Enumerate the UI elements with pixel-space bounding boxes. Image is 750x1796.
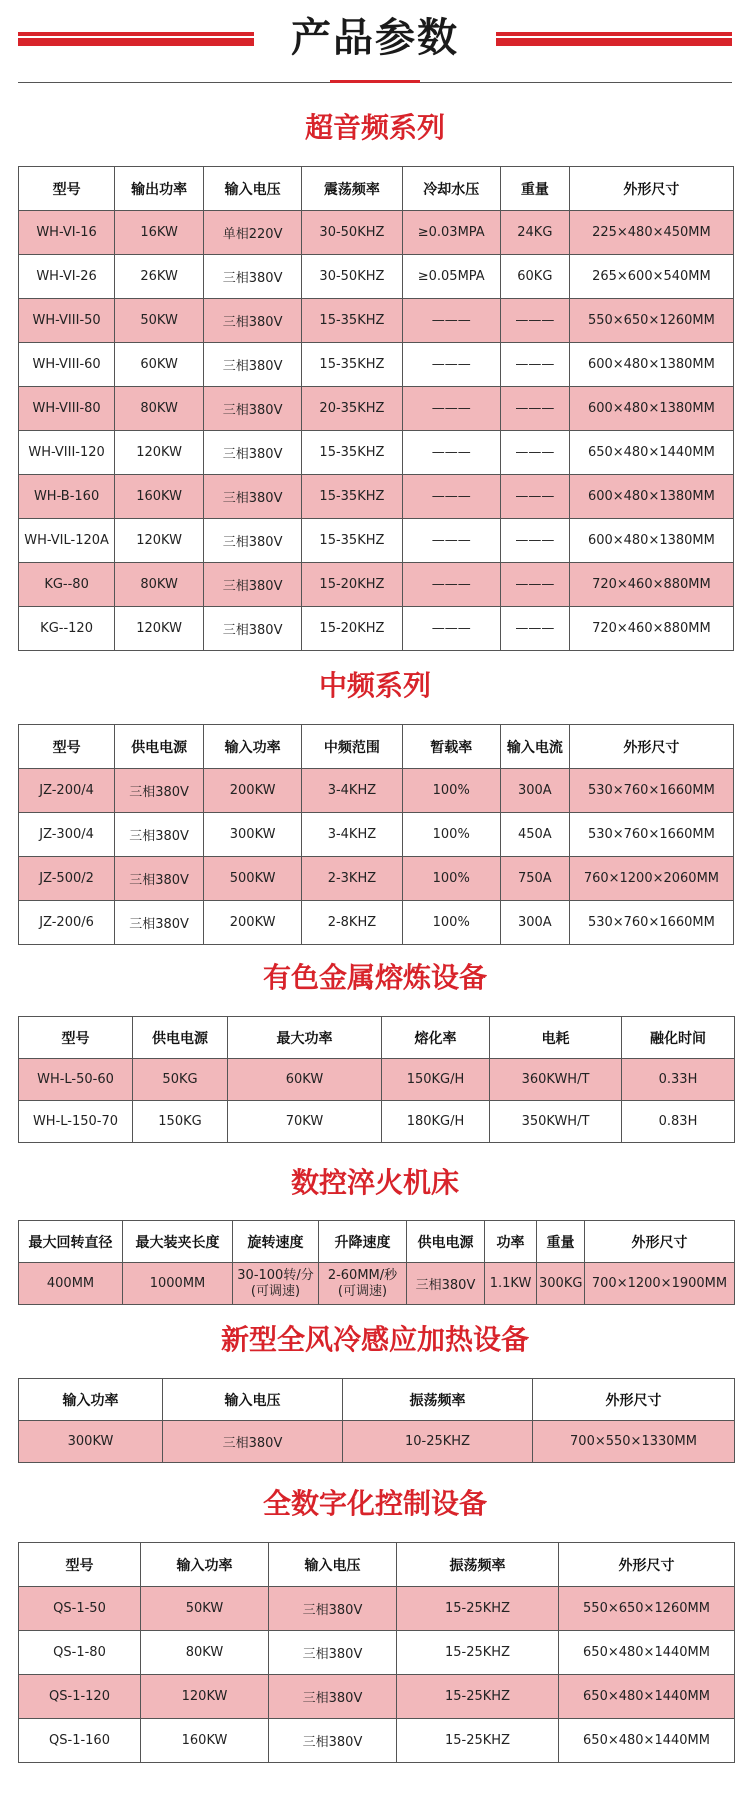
table-row [19,387,734,431]
table-cell: ——— [402,299,500,343]
column-header: 型号 [19,1017,133,1059]
table-cell: 265×600×540MM [569,255,733,299]
table-cell: 550×650×1260MM [569,299,733,343]
table-cell: ≥0.05MPA [402,255,500,299]
table-cell: ——— [500,563,569,607]
table-cell: 2-60MM/秒 (可调速) [319,1263,407,1305]
table-cell: 360KWH/T [490,1059,622,1101]
table-cell: 三相380V [115,857,204,901]
table-cell: 3-4KHZ [302,769,402,813]
table-row [19,1719,735,1763]
table-cell: JZ-200/6 [19,901,115,945]
table-cell: 26KW [115,255,204,299]
column-header: 供电电源 [407,1221,485,1263]
table-cell: 720×460×880MM [569,563,733,607]
column-header: 最大功率 [228,1017,382,1059]
page-title: 产品参数 [291,15,459,61]
table-row [19,901,734,945]
table-cell: WH-VIII-80 [19,387,115,431]
table-cell: ——— [500,343,569,387]
table-cell: 10-25KHZ [343,1421,533,1463]
section-title-digital-control: 全数字化控制设备 [262,1487,487,1520]
table-cell: ——— [402,431,500,475]
table-cell: ——— [500,607,569,651]
column-header: 输入电压 [163,1379,343,1421]
column-header: 熔化率 [382,1017,490,1059]
section-title-ultrasonic: 超音频系列 [304,111,445,144]
table-cell: 150KG/H [382,1059,490,1101]
table-cell: 600×480×1380MM [569,475,733,519]
table-row [19,1421,735,1463]
table-cell: 三相380V [115,901,204,945]
table-row [19,255,734,299]
table-cell: 700×550×1330MM [533,1421,735,1463]
table-cell: 650×480×1440MM [559,1631,735,1675]
table-cell: 15-35KHZ [302,343,402,387]
table-cell: 100% [402,857,500,901]
table-cell: 三相380V [269,1719,397,1763]
table-cell: WH-L-50-60 [19,1059,133,1101]
table-cell: JZ-200/4 [19,769,115,813]
table-cell: QS-1-160 [19,1719,141,1763]
table-row [19,1587,735,1631]
table-cell: 三相380V [115,813,204,857]
table-cell: 15-25KHZ [397,1719,559,1763]
table-cell: WH-L-150-70 [19,1101,133,1143]
table-cell: 200KW [204,901,302,945]
table-cell: 50KW [115,299,204,343]
table-cell: 400MM [19,1263,123,1305]
table-cell: 60KW [228,1059,382,1101]
column-header: 冷却水压 [402,167,500,211]
column-header: 电耗 [490,1017,622,1059]
table-cell: 760×1200×2060MM [569,857,733,901]
table-cell: 三相380V [204,343,302,387]
table-cell: 0.33H [622,1059,735,1101]
table-header-row [19,1017,735,1059]
table-cell: ——— [500,431,569,475]
column-header: 旋转速度 [233,1221,319,1263]
column-header: 外形尺寸 [585,1221,735,1263]
table-cell: 三相380V [204,431,302,475]
column-header: 中频范围 [302,725,402,769]
column-header: 升降速度 [319,1221,407,1263]
table-cell: 三相380V [204,255,302,299]
section-title-mid-frequency: 中频系列 [318,669,431,702]
table-cell: 225×480×450MM [569,211,733,255]
table-cell: 650×480×1440MM [559,1719,735,1763]
column-header: 重量 [500,167,569,211]
table-cell: 180KG/H [382,1101,490,1143]
table-row [19,607,734,651]
column-header: 型号 [19,725,115,769]
column-header: 供电电源 [115,725,204,769]
table-cell: 16KW [115,211,204,255]
table-row [19,299,734,343]
column-header: 输出功率 [115,167,204,211]
table-header-row [19,1221,735,1263]
air-cooled-induction-spec-table [18,1378,735,1463]
table-cell: 1000MM [123,1263,233,1305]
table-cell: 15-35KHZ [302,299,402,343]
table-row [19,211,734,255]
table-cell: 120KW [141,1675,269,1719]
section-title-air-cooled-induction: 新型全风冷感应加热设备 [220,1323,529,1356]
section-title-nonferrous-melting: 有色金属熔炼设备 [262,961,487,994]
table-cell: 720×460×880MM [569,607,733,651]
table-header-row [19,167,734,211]
table-cell: WH-VI-16 [19,211,115,255]
table-cell: 三相380V [204,519,302,563]
column-header: 输入功率 [141,1543,269,1587]
table-cell: 160KW [141,1719,269,1763]
table-cell: QS-1-80 [19,1631,141,1675]
table-cell: ≥0.03MPA [402,211,500,255]
table-header-row [19,1379,735,1421]
table-header-row [19,1543,735,1587]
table-row [19,475,734,519]
table-cell: WH-B-160 [19,475,115,519]
table-cell: JZ-500/2 [19,857,115,901]
column-header: 重量 [537,1221,585,1263]
table-cell: ——— [402,607,500,651]
table-cell: 三相380V [407,1263,485,1305]
table-cell: 300A [500,901,569,945]
table-row [19,1263,735,1305]
table-cell: ——— [500,299,569,343]
table-cell: 20-35KHZ [302,387,402,431]
table-cell: WH-VI-26 [19,255,115,299]
table-cell: KG--120 [19,607,115,651]
table-cell: 300A [500,769,569,813]
table-cell: 15-20KHZ [302,607,402,651]
digital-control-spec-table [18,1542,735,1763]
table-row [19,431,734,475]
table-cell: 120KW [115,431,204,475]
table-cell: 30-50KHZ [302,211,402,255]
section-title-cnc-quenching: 数控淬火机床 [290,1166,459,1199]
table-cell: 15-25KHZ [397,1587,559,1631]
column-header: 外形尺寸 [569,725,733,769]
table-cell: WH-VIL-120A [19,519,115,563]
table-cell: ——— [402,387,500,431]
header-divider-accent [330,80,420,83]
column-header: 型号 [19,1543,141,1587]
table-cell: KG--80 [19,563,115,607]
table-cell: 15-35KHZ [302,519,402,563]
table-cell: ——— [500,387,569,431]
table-cell: 三相380V [163,1421,343,1463]
table-cell: 三相380V [269,1587,397,1631]
table-cell: 70KW [228,1101,382,1143]
table-cell: 三相380V [269,1675,397,1719]
table-cell: 750A [500,857,569,901]
table-cell: 100% [402,769,500,813]
ultrasonic-spec-table [18,166,734,651]
table-cell: 15-25KHZ [397,1675,559,1719]
table-row [19,769,734,813]
table-cell: 80KW [141,1631,269,1675]
table-cell: 2-3KHZ [302,857,402,901]
header-right-bar [496,32,732,46]
table-cell: 3-4KHZ [302,813,402,857]
nonferrous-melting-spec-table [18,1016,735,1143]
header-left-bar [18,32,254,46]
table-cell: 650×480×1440MM [559,1675,735,1719]
table-cell: 350KWH/T [490,1101,622,1143]
table-cell: 530×760×1660MM [569,813,733,857]
mid-frequency-spec-table [18,724,734,945]
table-cell: 600×480×1380MM [569,387,733,431]
table-cell: 1.1KW [485,1263,537,1305]
column-header: 外形尺寸 [533,1379,735,1421]
table-row [19,519,734,563]
table-cell: 550×650×1260MM [559,1587,735,1631]
table-row [19,343,734,387]
cnc-quenching-spec-table [18,1220,735,1305]
table-cell: 三相380V [204,475,302,519]
table-row [19,1675,735,1719]
table-cell: 500KW [204,857,302,901]
page-header [0,0,750,86]
table-cell: 300KW [204,813,302,857]
table-row [19,813,734,857]
table-cell: 600×480×1380MM [569,519,733,563]
table-cell: 700×1200×1900MM [585,1263,735,1305]
column-header: 型号 [19,167,115,211]
table-cell: ——— [402,519,500,563]
column-header: 震荡频率 [302,167,402,211]
column-header: 输入功率 [204,725,302,769]
column-header: 融化时间 [622,1017,735,1059]
table-cell: ——— [402,343,500,387]
column-header: 输入电流 [500,725,569,769]
table-cell: 600×480×1380MM [569,343,733,387]
column-header: 振荡频率 [397,1543,559,1587]
table-cell: WH-VIII-50 [19,299,115,343]
column-header: 外形尺寸 [559,1543,735,1587]
table-row [19,857,734,901]
table-cell: 60KW [115,343,204,387]
table-cell: 15-25KHZ [397,1631,559,1675]
table-cell: 三相380V [204,387,302,431]
table-cell: 三相380V [269,1631,397,1675]
column-header: 振荡频率 [343,1379,533,1421]
table-cell: WH-VIII-120 [19,431,115,475]
table-cell: 单相220V [204,211,302,255]
column-header: 供电电源 [133,1017,228,1059]
table-header-row [19,725,734,769]
table-cell: JZ-300/4 [19,813,115,857]
table-cell: 三相380V [204,563,302,607]
table-cell: 530×760×1660MM [569,769,733,813]
table-cell: 60KG [500,255,569,299]
table-row [19,1101,735,1143]
table-row [19,1059,735,1101]
column-header: 输入功率 [19,1379,163,1421]
table-cell: ——— [500,475,569,519]
column-header: 最大装夹长度 [123,1221,233,1263]
table-cell: 80KW [115,387,204,431]
table-row [19,563,734,607]
table-cell: 三相380V [204,607,302,651]
table-cell: 15-20KHZ [302,563,402,607]
table-cell: QS-1-120 [19,1675,141,1719]
table-cell: 160KW [115,475,204,519]
table-cell: 15-35KHZ [302,431,402,475]
table-cell: 0.83H [622,1101,735,1143]
table-cell: 80KW [115,563,204,607]
table-cell: 15-35KHZ [302,475,402,519]
table-cell: ——— [402,563,500,607]
table-cell: 450A [500,813,569,857]
column-header: 输入电压 [269,1543,397,1587]
table-cell: 24KG [500,211,569,255]
table-cell: 100% [402,901,500,945]
table-cell: 三相380V [115,769,204,813]
table-cell: 150KG [133,1101,228,1143]
table-cell: 530×760×1660MM [569,901,733,945]
table-cell: 100% [402,813,500,857]
table-cell: 120KW [115,519,204,563]
column-header: 功率 [485,1221,537,1263]
table-cell: 200KW [204,769,302,813]
table-cell: 三相380V [204,299,302,343]
table-cell: 30-50KHZ [302,255,402,299]
table-cell: 120KW [115,607,204,651]
table-row [19,1631,735,1675]
table-cell: 50KW [141,1587,269,1631]
table-cell: ——— [402,475,500,519]
table-cell: WH-VIII-60 [19,343,115,387]
column-header: 最大回转直径 [19,1221,123,1263]
table-cell: QS-1-50 [19,1587,141,1631]
table-cell: 300KG [537,1263,585,1305]
table-cell: ——— [500,519,569,563]
table-cell: 300KW [19,1421,163,1463]
column-header: 外形尺寸 [569,167,733,211]
table-cell: 2-8KHZ [302,901,402,945]
column-header: 输入电压 [204,167,302,211]
table-cell: 30-100转/分 (可调速) [233,1263,319,1305]
column-header: 暂载率 [402,725,500,769]
table-cell: 650×480×1440MM [569,431,733,475]
table-cell: 50KG [133,1059,228,1101]
